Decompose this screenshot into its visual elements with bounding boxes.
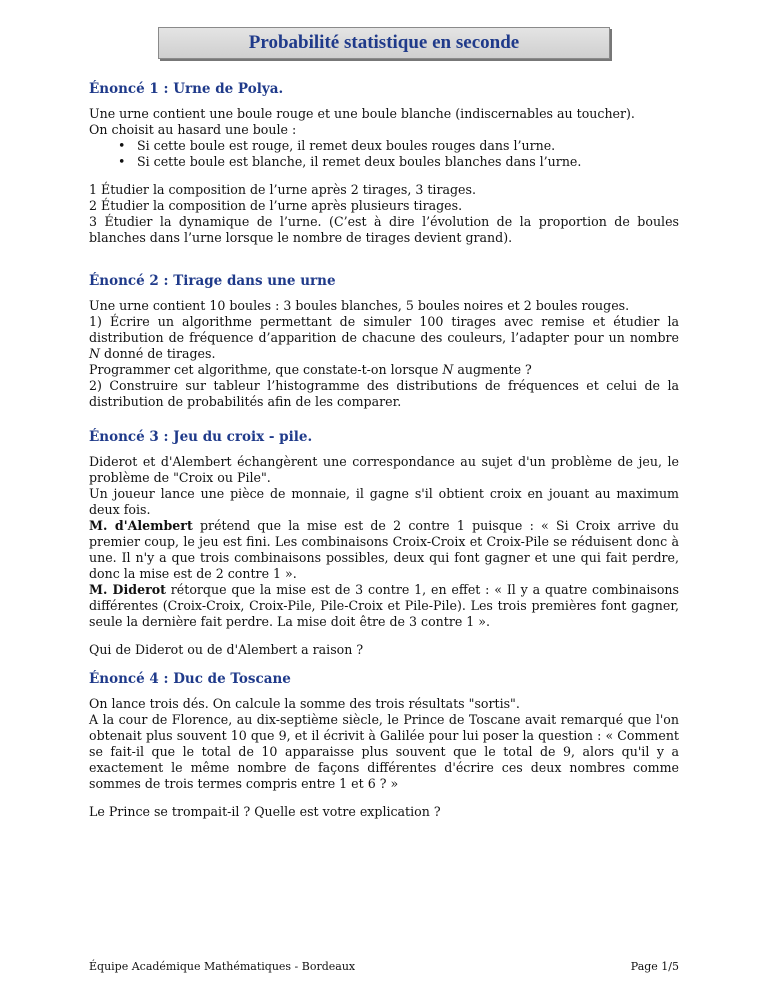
s1-p1: Une urne contient une boule rouge et une boule blanche (indiscernables au toucher). [89, 106, 635, 121]
s3-p3: M. d'Alembert prétend que la mise est de 2 contre 1 puisque : « Si Croix arrive du premier coup, le jeu est fini. Les combinaisons Croix-Croix et Croix-Pile se réduisent donc à une. Il n'y a que trois combinaisons possibles, deux qui font gagner et une qui fait perdre, donc la mise est de 2 contre 1 ». [89, 518, 679, 581]
s4-p2: A la cour de Florence, au dix-septième siècle, le Prince de Toscane avait remarqué que l'on obtenait plus souvent 10 que 9, et il écrivit à Galilée pour lui poser la question : « Comment se fait-il que le total de 10 apparaisse plus souvent que le total de 9, alors qu'il y a exactement le même nombre de façons différentes d'écrire ces deux nombres comme sommes de trois termes compris entre 1 et 6 ? » [89, 712, 679, 791]
s3-p1: Diderot et d'Alembert échangèrent une correspondance au sujet d'un problème de jeu, le problème de "Croix ou Pile". [89, 454, 679, 485]
s1-q3: 3 Étudier la dynamique de l’urne. (C’est à dire l’évolution de la proportion de boules blanches dans l’urne lorsque le nombre de tirages devient grand). [89, 214, 679, 245]
section-1 [89, 80, 679, 246]
s4-p3: Le Prince se trompait-il ? Quelle est votre explication ? [89, 804, 441, 819]
s1-bullet-1: • Si cette boule est rouge, il remet deux boules rouges dans l’urne. [137, 138, 679, 154]
s2-p4: 2) Construire sur tableur l’histogramme des distributions de fréquences et celui de la distribution de probabilités afin de les comparer. [89, 378, 679, 409]
s1-p2: On choisit au hasard une boule : [89, 122, 297, 137]
page-number: Page 1/5 [630, 960, 679, 973]
title-box [158, 27, 610, 59]
s3-p4: M. Diderot rétorque que la mise est de 3 contre 1, en effet : « Il y a quatre combinaisons différentes (Croix-Croix, Croix-Pile, Pile-Croix et Pile-Pile). Les trois premières font gagner, seule la dernière fait perdre. La mise doit être de 3 contre 1 ». [89, 582, 679, 629]
s1-q1: 1 Étudier la composition de l’urne après 2 tirages, 3 tirages. [89, 182, 476, 197]
s3-p5: Qui de Diderot ou de d'Alembert a raison ? [89, 642, 364, 657]
section-2 [89, 272, 679, 410]
s2-p3: Programmer cet algorithme, que constate-t-on lorsque N augmente ? [89, 362, 532, 377]
content [89, 80, 679, 832]
section-3 [89, 428, 679, 658]
page-title: Probabilité statistique en seconde [248, 32, 520, 53]
section-4 [89, 670, 679, 820]
section-4-heading: Énoncé 4 : Duc de Toscane [89, 671, 291, 687]
s1-bullets [89, 138, 679, 170]
footer-left: Équipe Académique Mathématiques - Bordeaux [89, 960, 356, 973]
s1-bullet-2: • Si cette boule est blanche, il remet deux boules blanches dans l’urne. [137, 154, 679, 170]
section-3-heading: Énoncé 3 : Jeu du croix - pile. [89, 429, 313, 445]
s4-p1: On lance trois dés. On calcule la somme des trois résultats "sortis". [89, 696, 520, 711]
s2-p1: Une urne contient 10 boules : 3 boules blanches, 5 boules noires et 2 boules rouges. [89, 298, 630, 313]
s1-q2: 2 Étudier la composition de l’urne après plusieurs tirages. [89, 198, 463, 213]
section-2-heading: Énoncé 2 : Tirage dans une urne [89, 273, 336, 289]
section-1-heading: Énoncé 1 : Urne de Polya. [89, 81, 284, 97]
s2-p2: 1) Écrire un algorithme permettant de simuler 100 tirages avec remise et étudier la distribution de fréquence d’apparition de chacune des couleurs, l’adapter pour un nombre N donné de tirages. [89, 314, 679, 361]
s3-p2: Un joueur lance une pièce de monnaie, il gagne s'il obtient croix en jouant au maximum deux fois. [89, 486, 679, 517]
